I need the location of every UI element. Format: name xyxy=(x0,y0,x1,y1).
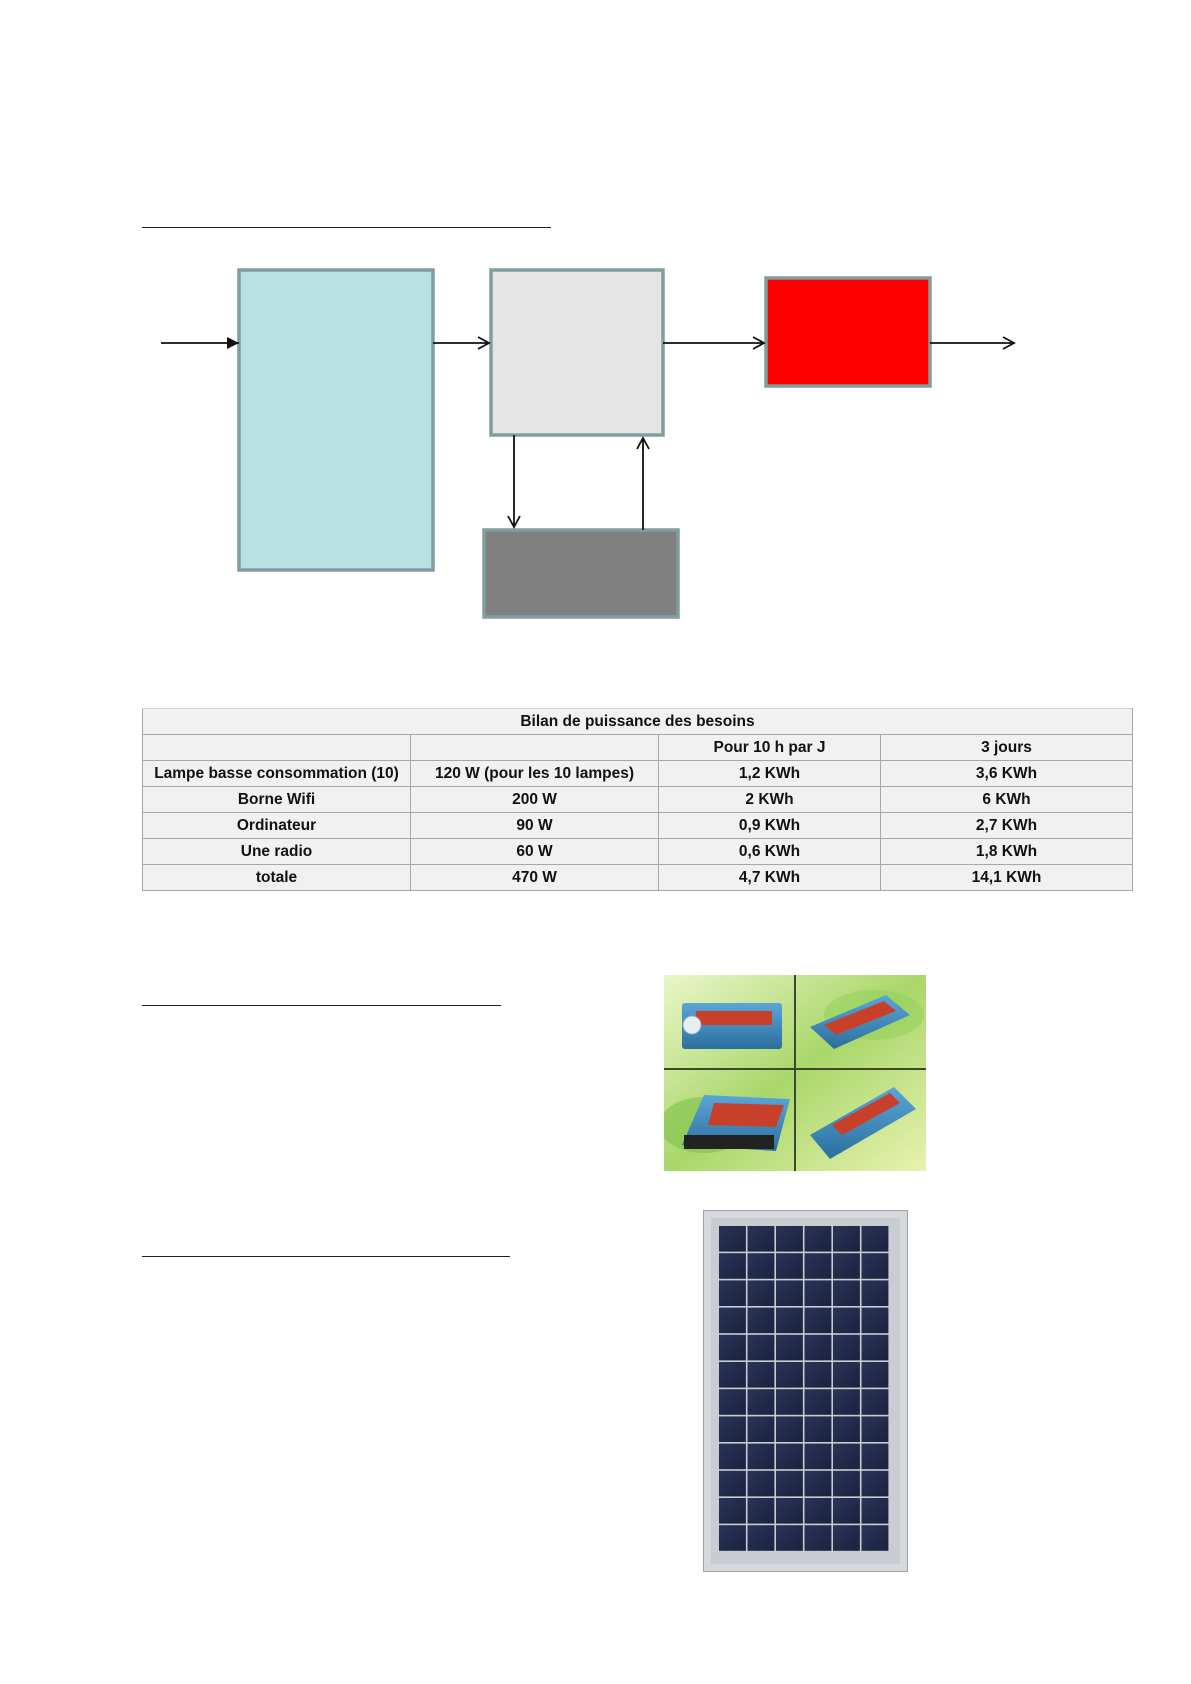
solar-cell xyxy=(748,1416,775,1442)
table-cell: 0,6 KWh xyxy=(659,839,881,865)
solar-cell xyxy=(805,1335,832,1361)
table-row xyxy=(143,813,1133,839)
solar-cell xyxy=(805,1444,832,1470)
solar-cell xyxy=(833,1498,860,1524)
solar-cell xyxy=(833,1389,860,1415)
solar-cell xyxy=(833,1308,860,1334)
solar-cell xyxy=(805,1362,832,1388)
solar-cell xyxy=(833,1525,860,1551)
solar-cell xyxy=(776,1280,803,1306)
solar-cell xyxy=(833,1444,860,1470)
solar-cell xyxy=(862,1226,889,1252)
solar-cell xyxy=(833,1253,860,1279)
solar-cell xyxy=(862,1444,889,1470)
section-heading-rule-3 xyxy=(142,1256,510,1257)
table-header-cell: 3 jours xyxy=(881,735,1133,761)
solar-cell xyxy=(862,1498,889,1524)
solar-cell xyxy=(776,1525,803,1551)
table-cell: 200 W xyxy=(411,787,659,813)
solar-cell xyxy=(805,1416,832,1442)
inverters-photo xyxy=(664,975,926,1171)
solar-cell xyxy=(833,1226,860,1252)
solar-cell xyxy=(776,1335,803,1361)
table-cell: Lampe basse consommation (10) xyxy=(143,761,411,787)
table-cell: 1,8 KWh xyxy=(881,839,1133,865)
solar-cell xyxy=(719,1280,746,1306)
solar-panel-photo xyxy=(703,1210,908,1572)
solar-cell xyxy=(862,1308,889,1334)
solar-cell xyxy=(776,1362,803,1388)
table-cell: 90 W xyxy=(411,813,659,839)
diagram-block-1 xyxy=(239,270,433,570)
solar-cell xyxy=(833,1362,860,1388)
solar-cell xyxy=(862,1416,889,1442)
diagram-block-3 xyxy=(766,278,930,386)
table-row xyxy=(143,787,1133,813)
solar-cell xyxy=(805,1389,832,1415)
solar-cell xyxy=(862,1253,889,1279)
table-cell: 0,9 KWh xyxy=(659,813,881,839)
table-header-row xyxy=(143,735,1133,761)
solar-cell xyxy=(719,1389,746,1415)
solar-cell xyxy=(719,1335,746,1361)
solar-cell xyxy=(719,1308,746,1334)
solar-cell xyxy=(719,1362,746,1388)
solar-cell xyxy=(748,1498,775,1524)
table-cell: 3,6 KWh xyxy=(881,761,1133,787)
table-header-cell: Pour 10 h par J xyxy=(659,735,881,761)
solar-cell xyxy=(748,1389,775,1415)
table-cell: 14,1 KWh xyxy=(881,865,1133,891)
solar-cell xyxy=(719,1498,746,1524)
solar-cell xyxy=(719,1416,746,1442)
table-cell: 2,7 KWh xyxy=(881,813,1133,839)
table-cell: Borne Wifi xyxy=(143,787,411,813)
system-block-diagram xyxy=(0,0,1191,660)
solar-cell xyxy=(776,1389,803,1415)
solar-cell xyxy=(833,1280,860,1306)
solar-cell xyxy=(748,1525,775,1551)
solar-cell xyxy=(719,1444,746,1470)
solar-cell xyxy=(805,1226,832,1252)
table-cell: 1,2 KWh xyxy=(659,761,881,787)
table-cell: 6 KWh xyxy=(881,787,1133,813)
table-row xyxy=(143,761,1133,787)
solar-cell xyxy=(748,1280,775,1306)
solar-cell xyxy=(776,1308,803,1334)
solar-cell xyxy=(748,1444,775,1470)
solar-cell xyxy=(862,1362,889,1388)
solar-cell xyxy=(719,1253,746,1279)
solar-cell xyxy=(805,1525,832,1551)
solar-cell xyxy=(805,1280,832,1306)
solar-cell xyxy=(776,1253,803,1279)
solar-cell xyxy=(805,1471,832,1497)
solar-cell xyxy=(748,1471,775,1497)
table-header-cell xyxy=(143,735,411,761)
solar-cell xyxy=(862,1389,889,1415)
solar-cell xyxy=(719,1226,746,1252)
solar-cell xyxy=(748,1308,775,1334)
solar-cell xyxy=(748,1226,775,1252)
solar-cell xyxy=(776,1416,803,1442)
table-row xyxy=(143,865,1133,891)
solar-cell xyxy=(748,1362,775,1388)
solar-cell xyxy=(748,1253,775,1279)
table-cell: 470 W xyxy=(411,865,659,891)
solar-cell xyxy=(776,1471,803,1497)
table-header-cell xyxy=(411,735,659,761)
solar-cell xyxy=(719,1525,746,1551)
table-cell: totale xyxy=(143,865,411,891)
solar-cell xyxy=(833,1335,860,1361)
solar-cell xyxy=(748,1335,775,1361)
table-title-row xyxy=(143,709,1133,735)
solar-cell xyxy=(862,1471,889,1497)
solar-cell xyxy=(805,1308,832,1334)
solar-cell xyxy=(833,1416,860,1442)
solar-cell xyxy=(719,1471,746,1497)
table-cell: 120 W (pour les 10 lampes) xyxy=(411,761,659,787)
solar-cell xyxy=(776,1226,803,1252)
table-title: Bilan de puissance des besoins xyxy=(143,709,1133,735)
solar-cell xyxy=(805,1253,832,1279)
diagram-block-2 xyxy=(491,270,663,435)
section-heading-rule-2 xyxy=(142,1005,501,1006)
table-row xyxy=(143,839,1133,865)
solar-cell xyxy=(862,1280,889,1306)
power-balance-table xyxy=(142,708,1133,891)
diagram-block-4 xyxy=(484,530,678,617)
table-cell: 4,7 KWh xyxy=(659,865,881,891)
table-cell: 2 KWh xyxy=(659,787,881,813)
table-cell: Ordinateur xyxy=(143,813,411,839)
solar-cell xyxy=(776,1498,803,1524)
table-cell: 60 W xyxy=(411,839,659,865)
solar-cell xyxy=(805,1498,832,1524)
solar-cell xyxy=(862,1335,889,1361)
table-cell: Une radio xyxy=(143,839,411,865)
solar-cell xyxy=(862,1525,889,1551)
solar-cell xyxy=(776,1444,803,1470)
solar-cell xyxy=(833,1471,860,1497)
